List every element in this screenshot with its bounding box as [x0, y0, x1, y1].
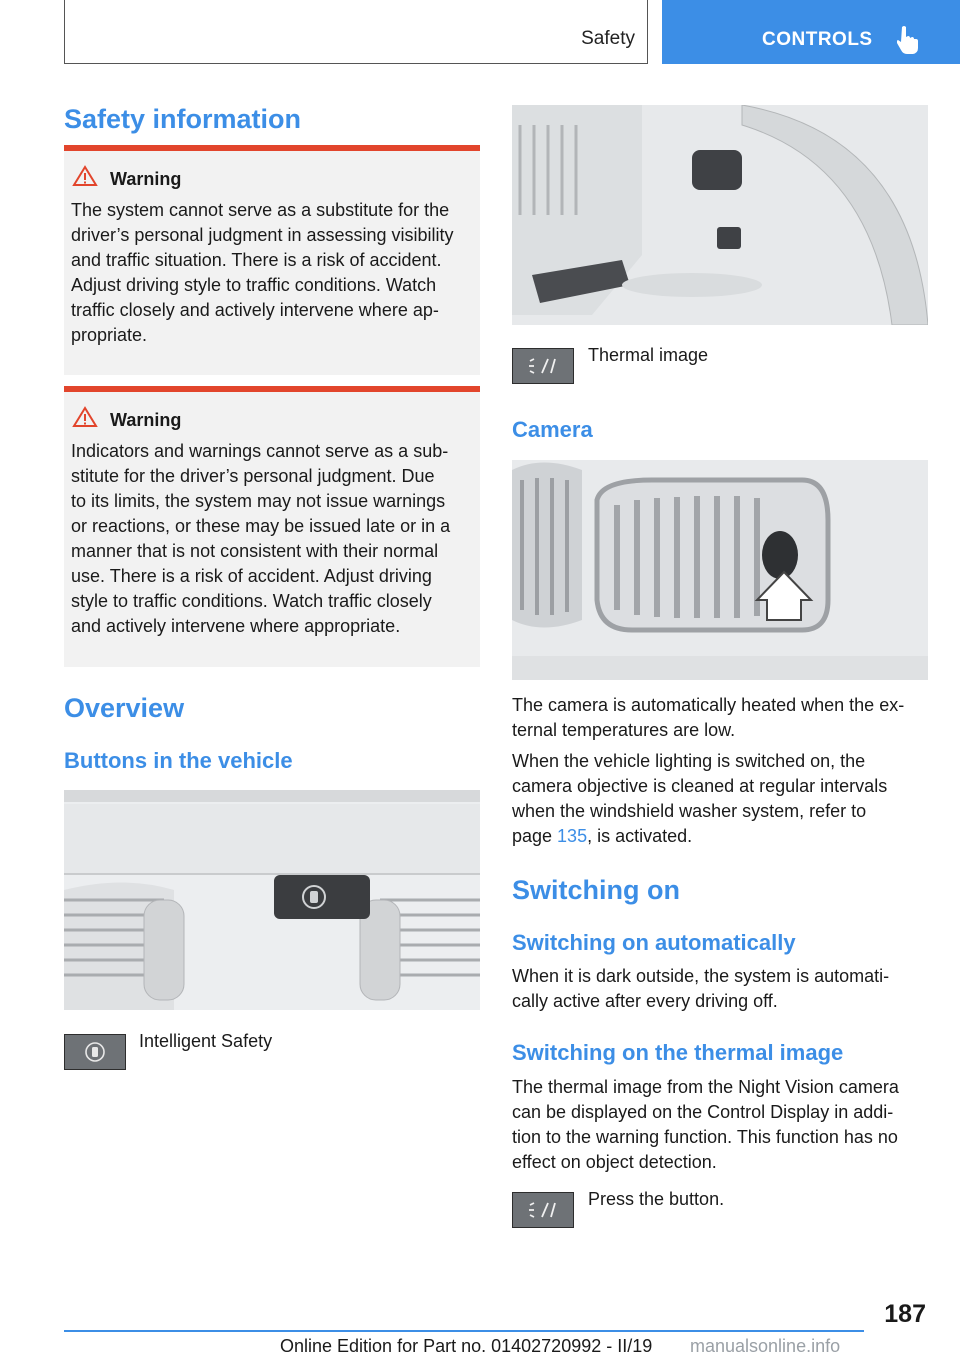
- footer-watermark: manualsonline.info: [690, 1336, 841, 1356]
- thermal-image-label: Thermal image: [588, 345, 709, 365]
- camera-heading: Camera: [512, 417, 593, 442]
- night-vision-press-button: [512, 1192, 574, 1228]
- pointing-hand-icon: [897, 24, 919, 54]
- warning-2-text: Indicators and warnings cannot serve as a sub‐ stitute for the driver’s personal judgment. Due to its limits, the system may not issue warnings or reactions, or these may be issued late or in a manner that is not consistent with their normal use. There is a risk of accident. Adjust driving style to traffic conditions. Watch traffic closely and actively intervene where appropriate.: [71, 441, 451, 636]
- camera-paragraph-1: The camera is automatically heated when the ex‐ ternal temperatures are low.: [512, 695, 905, 740]
- camera-paragraph-2: When the vehicle lighting is switched on, the camera objective is cleaned at regular intervals when the windshield washer system, refer to page 135, is activated.: [512, 751, 888, 846]
- warning-triangle-icon: [72, 406, 98, 428]
- intelligent-safety-label: Intelligent Safety: [139, 1031, 273, 1051]
- night-vision-button: [512, 348, 574, 384]
- night-vision-icon: [513, 349, 573, 383]
- steering-column-photo: [512, 105, 928, 325]
- header-section-title: Safety: [581, 28, 635, 49]
- page-title: Safety information: [64, 104, 302, 134]
- footer-divider: [64, 1330, 864, 1332]
- press-button-label: Press the button.: [588, 1189, 725, 1209]
- warning-box-2: [64, 386, 480, 667]
- warning-box-1: [64, 145, 480, 375]
- thermal-paragraph: The thermal image from the Night Vision camera can be displayed on the Control Display in addi‐ tion to the warning function. This function has no effect on object detection.: [512, 1077, 899, 1172]
- switching-on-heading: Switching on: [512, 875, 680, 905]
- thermal-image-heading: Switching on the thermal image: [512, 1040, 844, 1065]
- page-reference-link[interactable]: 135: [557, 826, 588, 846]
- dashboard-buttons-photo: [64, 790, 480, 1010]
- warning-triangle-icon: [72, 165, 98, 187]
- intelligent-safety-button: [64, 1034, 126, 1070]
- intelligent-safety-icon: [65, 1035, 125, 1069]
- warning-1-title: Warning: [110, 169, 182, 189]
- warning-1-text: The system cannot serve as a substitute for the driver’s personal judgment in assessing visibility and traffic situation. There is a risk of accident. Adjust driving style to traffic conditions. Watch traffic closely and actively intervene where ap‐ propriate.: [71, 200, 454, 345]
- kidney-grille-photo: [512, 460, 928, 680]
- header-chapter-tab[interactable]: [662, 0, 960, 64]
- warning-2-title: Warning: [110, 410, 182, 430]
- switching-on-automatically-heading: Switching on automatically: [512, 930, 796, 955]
- page-number: 187: [884, 1300, 926, 1328]
- buttons-heading: Buttons in the vehicle: [64, 748, 293, 773]
- automatic-paragraph: When it is dark outside, the system is automati‐ cally active after every driving off.: [512, 966, 890, 1011]
- header-frame: [64, 0, 648, 64]
- night-vision-icon: [513, 1193, 573, 1227]
- overview-heading: Overview: [64, 693, 185, 723]
- footer-edition: Online Edition for Part no. 01402720992 - II/19: [280, 1336, 653, 1356]
- header-chapter-label: CONTROLS: [762, 29, 873, 50]
